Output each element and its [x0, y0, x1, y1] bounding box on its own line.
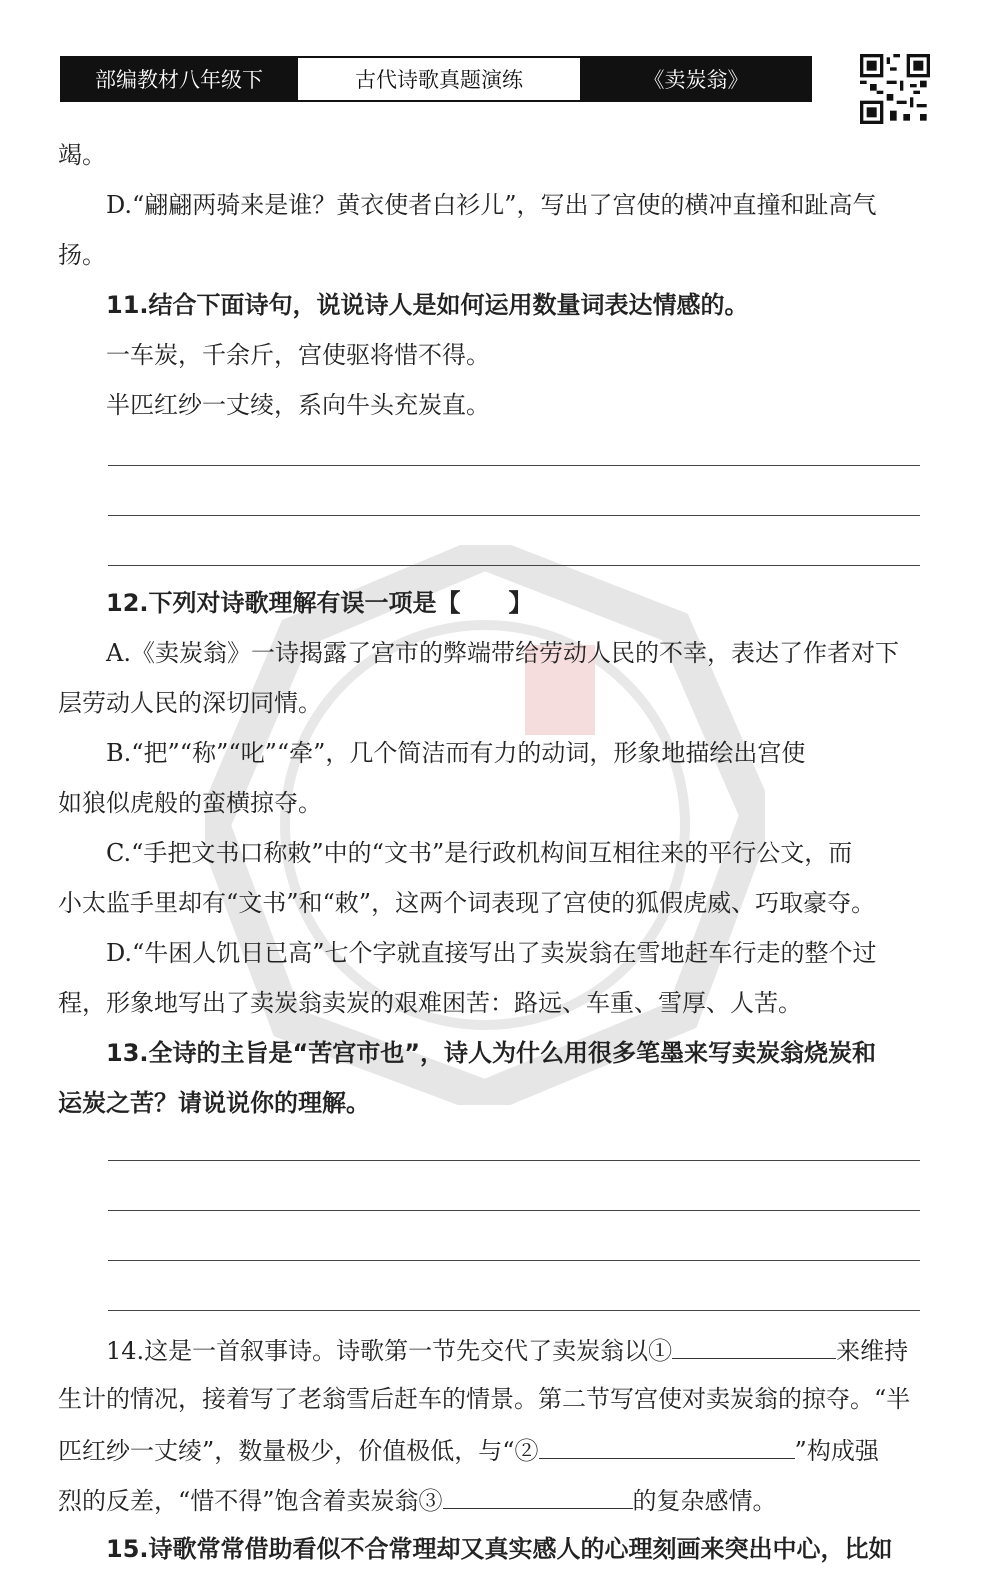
header-bar	[60, 56, 812, 102]
watermark-seal	[205, 545, 765, 1105]
option-d-cont: 程，形象地写出了卖炭翁卖炭的艰难困苦：路远、车重、雪厚、人苦。	[58, 989, 802, 1017]
question-15: 15.诗歌常常借助看似不合常理却又真实感人的心理刻画来突出中心，比如	[106, 1535, 893, 1563]
answer-line[interactable]	[108, 515, 920, 516]
option-d-prev: D.“翩翩两骑来是谁？黄衣使者白衫儿”，写出了宫使的横冲直撞和趾高气	[106, 191, 877, 219]
header-title: 《卖炭翁》	[582, 58, 810, 100]
question-13-cont: 运炭之苦？请说说你的理解。	[58, 1089, 370, 1117]
question-14-text: ”构成强	[794, 1437, 879, 1465]
question-14-line3	[58, 1434, 879, 1466]
answer-line[interactable]	[108, 1160, 920, 1161]
question-14-line1	[106, 1334, 908, 1366]
header-topic: 古代诗歌真题演练	[296, 58, 582, 100]
option-d: D.“牛困人饥日已高”七个字就直接写出了卖炭翁在雪地赶车行走的整个过	[106, 939, 877, 967]
answer-line[interactable]	[108, 1260, 920, 1261]
answer-line[interactable]	[108, 465, 920, 466]
option-b: B.“把”“称”“叱”“牵”，几个简洁而有力的动词，形象地描绘出宫使	[106, 739, 806, 767]
answer-line[interactable]	[108, 565, 920, 566]
question-14-text: 的复杂感情。	[632, 1487, 777, 1515]
text-line: 竭。	[58, 141, 106, 169]
question-14-text: 烈的反差，“惜不得”饱含着卖炭翁③	[58, 1487, 443, 1515]
option-a-cont: 层劳动人民的深切同情。	[58, 689, 322, 717]
question-13: 13.全诗的主旨是“苦宫市也”，诗人为什么用很多笔墨来写卖炭翁烧炭和	[106, 1039, 877, 1067]
question-14-text: 14.这是一首叙事诗。诗歌第一节先交代了卖炭翁以①	[106, 1337, 673, 1365]
question-14-line2: 生计的情况，接着写了老翁雪后赶车的情景。第二节写宫使对卖炭翁的掠夺。“半	[58, 1385, 911, 1413]
question-14-text: 匹红纱一丈绫”，数量极少，价值极低，与“②	[58, 1437, 539, 1465]
fill-blank-3[interactable]	[443, 1484, 633, 1509]
option-b-cont: 如狼似虎般的蛮横掠夺。	[58, 789, 322, 817]
question-11: 11.结合下面诗句，说说诗人是如何运用数量词表达情感的。	[106, 291, 749, 319]
question-14-text: 来维持	[836, 1337, 909, 1365]
fill-blank-1[interactable]	[672, 1334, 836, 1359]
option-c-cont: 小太监手里却有“文书”和“敕”，这两个词表现了宫使的狐假虎威、巧取豪夺。	[58, 889, 876, 917]
option-a: A.《卖炭翁》一诗揭露了宫市的弊端带给劳动人民的不幸，表达了作者对下	[106, 639, 899, 667]
header-grade: 部编教材八年级下	[62, 58, 296, 100]
answer-line[interactable]	[108, 1310, 920, 1311]
poem-line-1: 一车炭，千余斤，宫使驱将惜不得。	[106, 341, 490, 369]
answer-line[interactable]	[108, 1210, 920, 1211]
poem-line-2: 半匹红纱一丈绫，系向牛头充炭直。	[106, 391, 490, 419]
fill-blank-2[interactable]	[539, 1434, 795, 1459]
option-c: C.“手把文书口称敕”中的“文书”是行政机构间互相往来的平行公文，而	[106, 839, 853, 867]
question-14-line4	[58, 1484, 777, 1516]
question-12: 12.下列对诗歌理解有误一项是【 】	[106, 589, 533, 617]
text-line: 扬。	[58, 241, 106, 269]
qr-code-icon	[860, 54, 930, 124]
